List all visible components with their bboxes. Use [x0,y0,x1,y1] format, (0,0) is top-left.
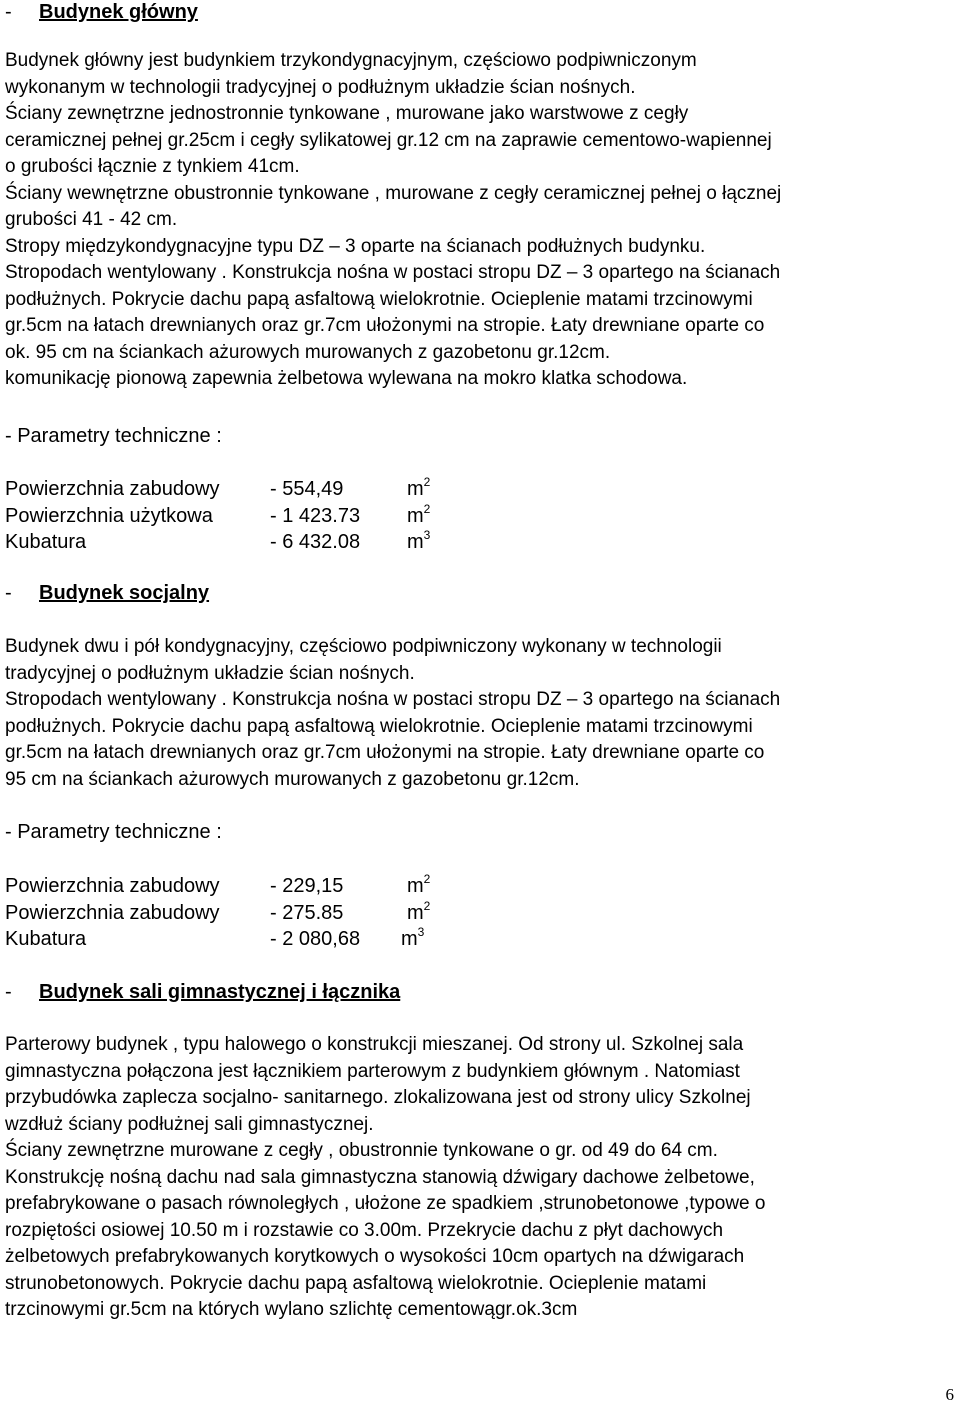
param-unit: $m^2$ [407,872,431,897]
param-value: - 6 432.08 [270,531,361,553]
param-label: Powierzchnia zabudowy [5,478,220,500]
text-line: przybudówka zaplecza socjalno- sanitarnego. zlokalizowana jest od strony ulicy Szkolnej [5,1087,751,1108]
param-unit: $m^2$ [407,501,431,527]
heading-dash: - [5,1,12,23]
section-heading-gym-building [5,980,400,1004]
main-building-description [5,48,950,393]
param-label: Kubatura [5,531,87,553]
text-line: grubości 41 - 42 cm. [5,209,178,230]
heading-title: Budynek sali gimnastycznej i łącznika [39,981,401,1003]
param-value: - 554,49 [270,478,344,500]
param-label: Powierzchnia zabudowy [5,901,220,924]
param-value: - 229,15 [270,875,344,897]
param-value: - 2 080,68 [270,928,361,950]
text-line: ceramicznej pełnej gr.25cm i cegły sylikatowej gr.12 cm na zaprawie cementowo-wapiennej [5,129,772,151]
text-line: wykonanym w technologii tradycyjnej o podłużnym układzie ścian nośnych. [5,76,636,98]
param-unit: $m^2$ [407,898,431,924]
text-line: podłużnych. Pokrycie dachu papą asfaltową wielokrotnie. Ocieplenie matami trzcinowymi [5,715,753,737]
section-heading-main-building [5,0,198,24]
text-line: żelbetowych prefabrykowanych korytkowych o wysokości 10cm opartych na dźwigarach [5,1246,745,1267]
param-label: Powierzchnia zabudowy [5,875,220,897]
params-title: - Parametry techniczne : [5,425,222,447]
text-line: Ściany zewnętrzne jednostronnie tynkowane , murowane jako warstwowe z cegły [5,103,689,124]
text-line: gr.5cm na łatach drewnianych oraz gr.7cm ułożonymi na stropie. Łaty drewniane oparte co [5,742,765,763]
text-line: ok. 95 cm na ściankach ażurowych murowanych z gazobetonu gr.12cm. [5,341,611,363]
text-line: Parterowy budynek , typu halowego o konstrukcji mieszanej. Od strony ul. Szkolnej sala [5,1034,744,1055]
text-line: Stropodach wentylowany . Konstrukcja nośna w postaci stropu DZ – 3 opartego na ścianach [5,262,781,283]
param-value: - 1 423.73 [270,504,361,527]
text-line: Budynek dwu i pół kondygnacyjny, częściowo podpiwniczony wykonany w technologii [5,636,722,657]
text-line: gr.5cm na łatach drewnianych oraz gr.7cm ułożonymi na stropie. Łaty drewniane oparte co [5,315,765,336]
param-label: Powierzchnia użytkowa [5,504,213,527]
social-building-description [5,634,950,793]
heading-dash: - [5,981,12,1003]
text-line: 95 cm na ściankach ażurowych murowanych z gazobetonu gr.12cm. [5,768,580,790]
param-label: Kubatura [5,928,87,950]
text-line: wzdłuż ściany podłużnej sali gimnastycznej. [5,1113,374,1135]
text-line: Konstrukcję nośną dachu nad sala gimnastyczna stanowią dźwigary dachowe żelbetowe, [5,1166,755,1188]
text-line: Ściany wewnętrzne obustronnie tynkowane , murowane z cegły ceramicznej pełnej o łącznej [5,182,782,204]
param-unit: $m^2$ [407,475,431,500]
heading-dash: - [5,582,12,604]
text-line: Budynek główny jest budynkiem trzykondygnacyjnym, częściowo podpiwniczonym [5,50,697,71]
params-title: - Parametry techniczne : [5,821,222,843]
text-line: prefabrykowane o pasach równoległych , ułożone ze spadkiem ,strunobetonowe ,typowe o [5,1193,766,1214]
text-line: Ściany zewnętrzne murowane z cegły , obustronnie tynkowane o gr. od 49 do 64 cm. [5,1140,718,1161]
param-value: - 275.85 [270,901,344,924]
text-line: Stropodach wentylowany . Konstrukcja nośna w postaci stropu DZ – 3 opartego na ścianach [5,689,781,710]
section-heading-social-building [5,581,209,605]
text-line: gimnastyczna połączona jest łącznikiem parterowym z budynkiem głównym . Natomiast [5,1060,740,1082]
gym-building-description [5,1032,950,1324]
text-line: o grubości łącznie z tynkiem 41cm. [5,156,300,177]
text-line: rozpiętości osiowej 10.50 m i rozstawie co 3.00m. Przekrycie dachu z płyt dachowych [5,1219,724,1241]
text-line: komunikację pionową zapewnia żelbetowa wylewana na mokro klatka schodowa. [5,368,688,389]
text-line: podłużnych. Pokrycie dachu papą asfaltową wielokrotnie. Ocieplenie matami trzcinowymi [5,288,753,310]
param-unit: $m^3$ [407,528,431,553]
param-unit: $m^3$ [401,925,425,950]
text-line: tradycyjnej o podłużnym układzie ścian nośnych. [5,662,415,684]
heading-title: Budynek socjalny [39,582,210,604]
text-line: Stropy międzykondygnacyjne typu DZ – 3 oparte na ścianach podłużnych budynku. [5,235,706,257]
text-line: trzcinowymi gr.5cm na których wylano szlichtę cementowągr.ok.3cm [5,1299,578,1320]
text-line: strunobetonowych. Pokrycie dachu papą asfaltową wielokrotnie. Ocieplenie matami [5,1272,707,1294]
page-number: 6 [945,1385,954,1404]
heading-title: Budynek główny [39,1,198,23]
